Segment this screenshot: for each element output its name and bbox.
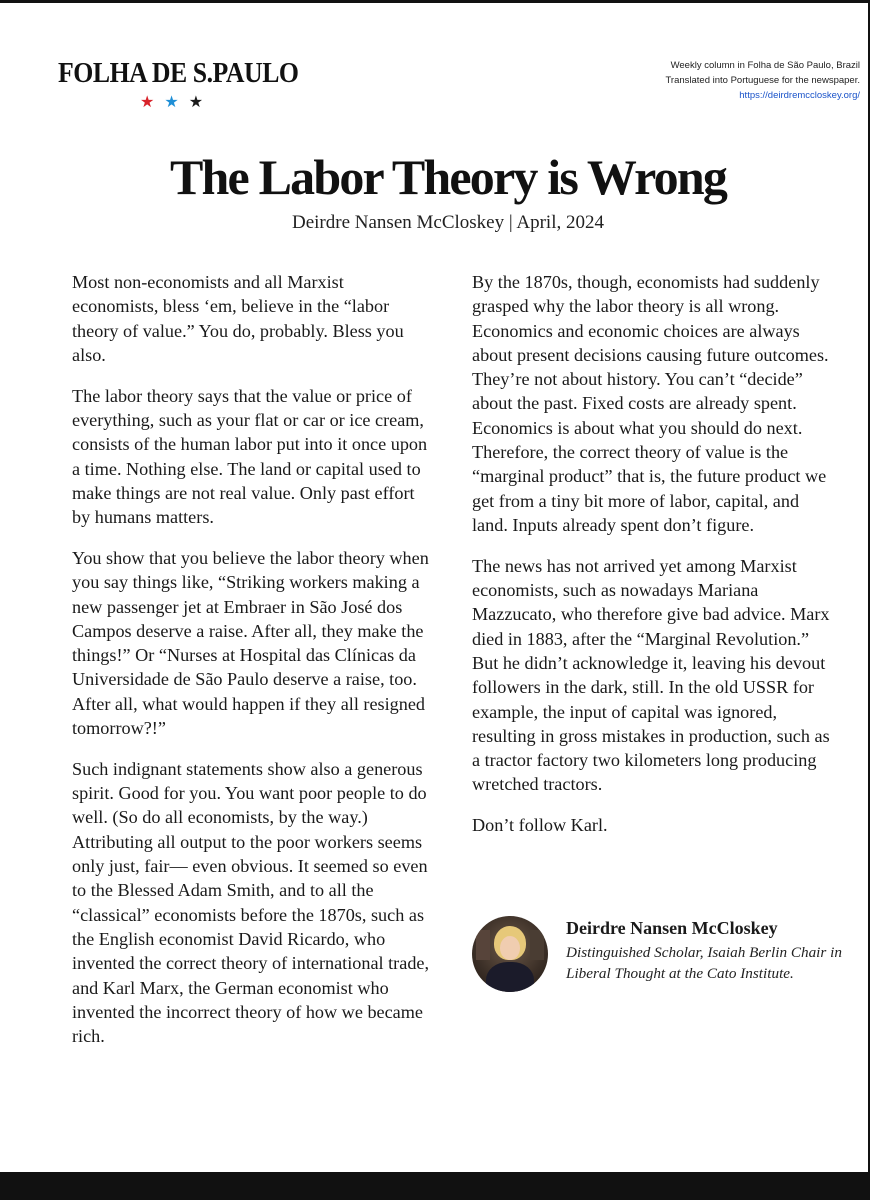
paragraph: The labor theory says that the value or price of everything, such as your flat or car or ice cream, consists of the human labor put into it once upon a time. Nothing else. The land or capital used to make things are not real value. Only past effort by humans matters. [72, 385, 428, 528]
author-title: Distinguished Scholar, Isaiah Berlin Chair in Liberal Thought at the Cato Institute. [566, 944, 842, 982]
star-icon: ★ [140, 94, 158, 111]
paragraph: Such indignant statements show also a generous spirit. Good for you. You want poor people to do well. (So do all economists, by the way.) Attributing all output to the poor workers seems only just, fair— even obvious. It seemed so even to the Blessed Adam Smith, and to all the “classical” economists before the 1870s, such as the English economist David Ricardo, who invented the correct theory of international trade, and Karl Marx, the German economist who invented the incorrect theory of how we became rich. [72, 758, 430, 1047]
top-border [0, 0, 870, 3]
star-icon: ★ [164, 94, 182, 111]
bottom-bar [0, 1172, 870, 1200]
article-title: The Labor Theory is Wrong [169, 149, 727, 205]
author-name: Deirdre Nansen McCloskey [566, 918, 778, 938]
right-column [472, 270, 832, 854]
left-column [72, 270, 432, 1065]
author-box [472, 916, 852, 996]
note-line: Weekly column in Folha de São Paulo, Brazil [670, 60, 860, 71]
paragraph: You show that you believe the labor theory when you say things like, “Striking workers making a new passenger jet at Embraer in São José dos Campos deserve a raise. After all, they make the things!” Or “Nurses at Hospital das Clínicas da Universidade de São Paulo deserve a raise, too. After all, what would happen if they all resigned tomorrow?!” [72, 547, 429, 739]
logo-stars [140, 92, 206, 112]
paragraph: Most non-economists and all Marxist economists, bless ‘em, believe in the “labor theory of value.” You do, probably. Bless you also. [72, 272, 404, 365]
newspaper-logo: FOLHA DE S.PAULO [58, 58, 299, 89]
paragraph: Don’t follow Karl. [472, 815, 608, 836]
note-line: Translated into Portuguese for the newspaper. [665, 75, 860, 86]
paragraph: The news has not arrived yet among Marxist economists, such as nowadays Mariana Mazzucato, who therefore give bad advice. Marx died in 1883, after the “Marginal Revolution.” But he didn’t acknowledge it, leaving his devout followers in the dark, still. In the old USSR for example, the input of capital was ignored, resulting in gross mistakes in production, such as a tractor factory two kilometers long producing wretched tractors. [472, 555, 830, 795]
column-notes [560, 58, 860, 103]
star-icon: ★ [188, 94, 207, 111]
website-link[interactable]: https://deirdremccloskey.org/ [739, 90, 860, 101]
paragraph: By the 1870s, though, economists had suddenly grasped why the labor theory is all wrong. Economics and economic choices are always about present decisions causing future outcomes. They’re not about history. You can’t “decide” about the past. Fixed costs are already spent. Economics is about what you should do next. Therefore, the correct theory of value is the “marginal product” that is, the future product we get from a tiny bit more of labor, capital, and land. Inputs already spent don’t figure. [472, 272, 829, 535]
author-avatar [472, 916, 548, 992]
article-byline: Deirdre Nansen McCloskey | April, 2024 [292, 212, 604, 233]
